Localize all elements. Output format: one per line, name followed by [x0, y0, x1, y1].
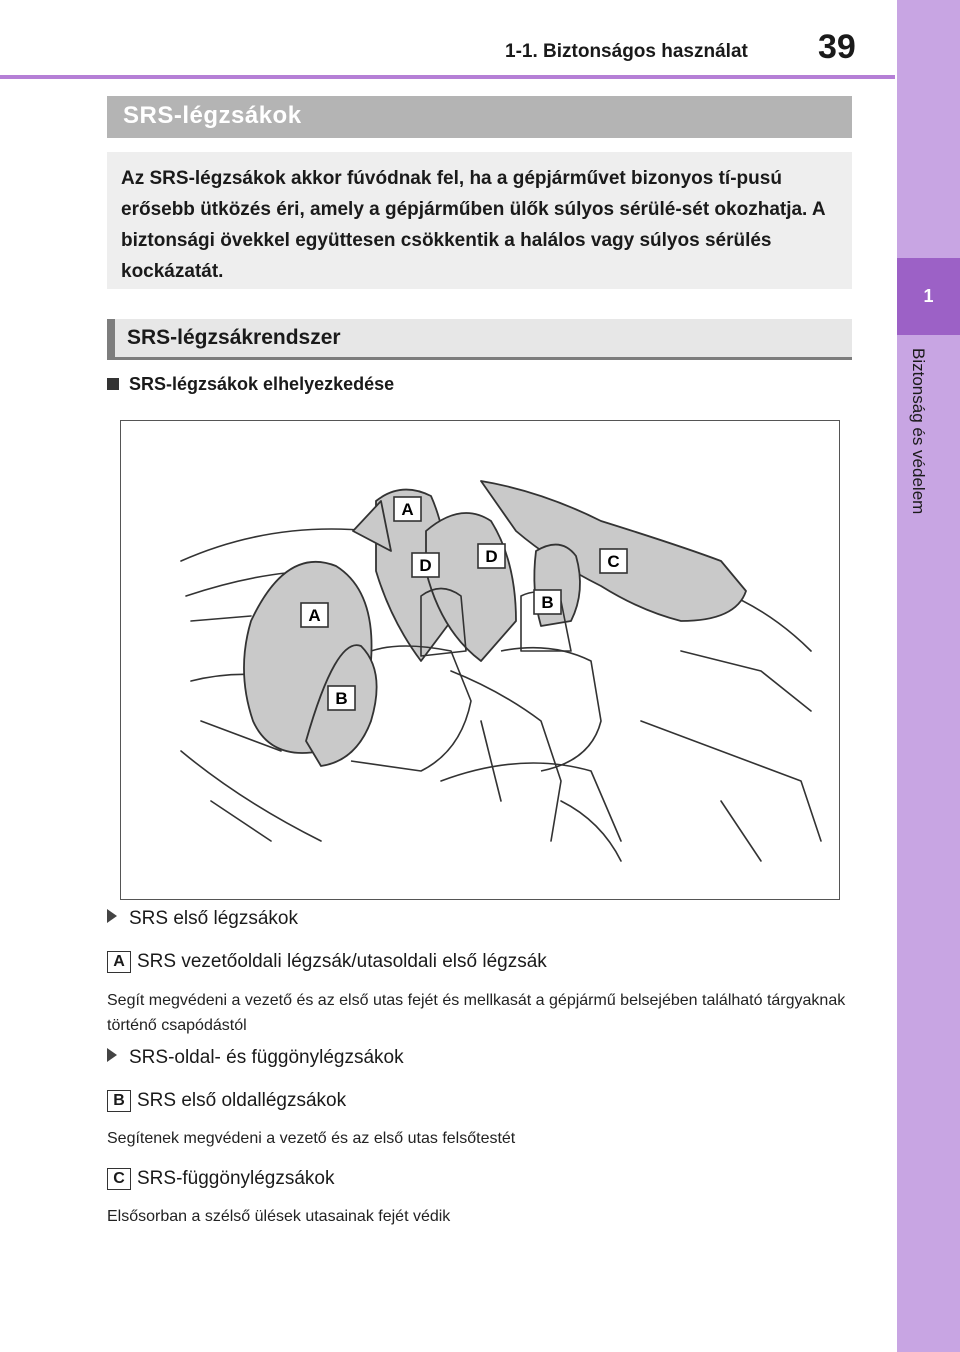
- subsection-title: SRS-légzsákrendszer: [127, 326, 341, 349]
- subsection-title-bar: [107, 319, 852, 360]
- legend-group-side: SRS-oldal- és függönylégzsákok: [107, 1047, 404, 1069]
- triangle-bullet-icon: [107, 909, 117, 923]
- legend-group-front: SRS első légzsákok: [107, 908, 298, 930]
- svg-text:A: A: [308, 606, 321, 625]
- airbag-illustration: [120, 420, 840, 900]
- page-number: 39: [818, 28, 856, 66]
- legend-desc-c: Elsősorban a szélső ülések utasainak fejét védik: [107, 1208, 451, 1225]
- section-title: SRS-légzsákok: [123, 102, 302, 129]
- label-D-right: [478, 544, 505, 568]
- label-box-b: B: [107, 1090, 131, 1112]
- legend-item-c: C SRS-függönylégzsákok: [107, 1168, 335, 1190]
- subheading: SRS-légzsákok elhelyezkedése: [107, 374, 394, 395]
- square-bullet-icon: [107, 378, 119, 390]
- label-C: [600, 549, 627, 573]
- chapter-number: 1: [897, 258, 960, 335]
- legend-desc-a: Segít megvédeni a vezető és az első utas fejét és mellkasát a gépjármű belsejében található tárgyaknak történő csapódástól: [107, 992, 846, 1034]
- legend-desc-b: Segítenek megvédeni a vezető és az első utas felsőtestét: [107, 1130, 516, 1147]
- svg-text:C: C: [607, 552, 620, 571]
- legend-item-b: B SRS első oldallégzsákok: [107, 1090, 346, 1112]
- intro-box: Az SRS-légzsákok akkor fúvódnak fel, ha a gépjárművet bizonyos tí-pusú erősebb ütközés éri, amely a gépjárműben ülők súlyos sérülé-sét okozhatja. A biztonsági övekkel együttesen csökkentik a halálos vagy súlyos sérülés kockázatát.: [107, 152, 852, 289]
- label-box-a: A: [107, 951, 131, 973]
- legend-item-a: A SRS vezetőoldali légzsák/utasoldali első légzsák: [107, 951, 547, 973]
- svg-text:D: D: [419, 556, 432, 575]
- svg-text:D: D: [485, 547, 498, 566]
- chapter-label: Biztonság és védelem: [909, 348, 928, 515]
- triangle-bullet-icon: [107, 1048, 117, 1062]
- car-interior-drawing: [121, 421, 841, 901]
- header-title: 1-1. Biztonságos használat: [505, 41, 748, 62]
- svg-text:B: B: [335, 689, 348, 708]
- label-B-right: [534, 590, 561, 614]
- label-D-left: [412, 553, 439, 577]
- svg-text:A: A: [401, 500, 414, 519]
- label-box-c: C: [107, 1168, 131, 1190]
- section-title-bar: [107, 96, 852, 138]
- label-A-top: [394, 497, 421, 521]
- label-A-left: [301, 603, 328, 627]
- header-divider: [0, 75, 895, 79]
- label-B-left: [328, 686, 355, 710]
- svg-text:B: B: [541, 593, 554, 612]
- chapter-side-tab: [897, 0, 960, 1352]
